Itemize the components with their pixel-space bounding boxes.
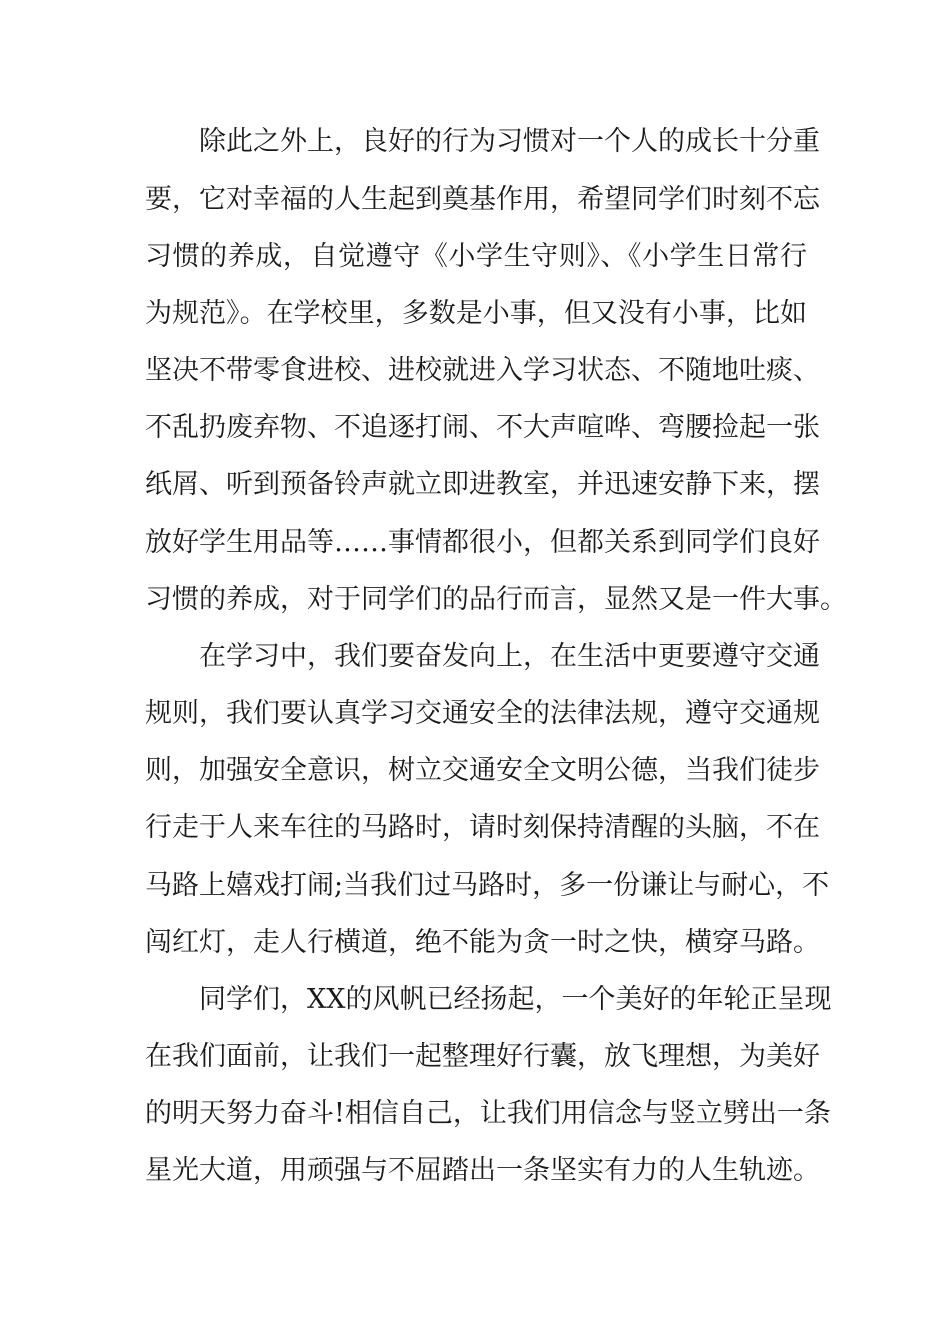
text-line: 在我们面前，让我们一起整理好行囊，放飞理想，为美好 <box>145 1041 820 1072</box>
text-line: 同学们，XX的风帆已经扬起，一个美好的年轮正呈现 <box>199 984 832 1015</box>
text-line: 为规范》。在学校里，多数是小事，但又没有小事，比如 <box>145 298 807 329</box>
text-line: 规则，我们要认真学习交通安全的法律法规，遵守交通规 <box>145 698 820 729</box>
text-line: 在学习中，我们要奋发向上，在生活中更要遵守交通 <box>199 641 820 672</box>
text-line: 要，它对幸福的人生起到奠基作用，希望同学们时刻不忘 <box>145 184 820 215</box>
text-line: 马路上嬉戏打闹;当我们过马路时，多一份谦让与耐心，不 <box>145 870 830 901</box>
text-line: 的明天努力奋斗!相信自己，让我们用信念与竖立劈出一条 <box>145 1098 831 1129</box>
text-line: 则，加强安全意识，树立交通安全文明公德，当我们徒步 <box>145 755 820 786</box>
text-line: 习惯的养成，自觉遵守《小学生守则》、《小学生日常行 <box>145 241 807 272</box>
text-line: 坚决不带零食进校、进校就进入学习状态、不随地吐痰、 <box>145 355 820 386</box>
text-line: 习惯的养成，对于同学们的品行而言，显然又是一件大事。 <box>145 584 847 615</box>
text-line: 放好学生用品等……事情都很小，但都关系到同学们良好 <box>145 527 820 558</box>
text-line: 行走于人来车往的马路时，请时刻保持清醒的头脑，不在 <box>145 812 820 843</box>
text-line: 闯红灯，走人行横道，绝不能为贪一时之快，横穿马路。 <box>145 927 820 958</box>
text-line: 星光大道，用顽强与不屈踏出一条坚实有力的人生轨迹。 <box>145 1155 820 1186</box>
text-line: 不乱扔废弃物、不追逐打闹、不大声喧哗、弯腰捡起一张 <box>145 412 820 443</box>
text-line: 纸屑、听到预备铃声就立即进教室，并迅速安静下来，摆 <box>145 469 820 500</box>
text-line: 除此之外上，良好的行为习惯对一个人的成长十分重 <box>199 126 820 157</box>
